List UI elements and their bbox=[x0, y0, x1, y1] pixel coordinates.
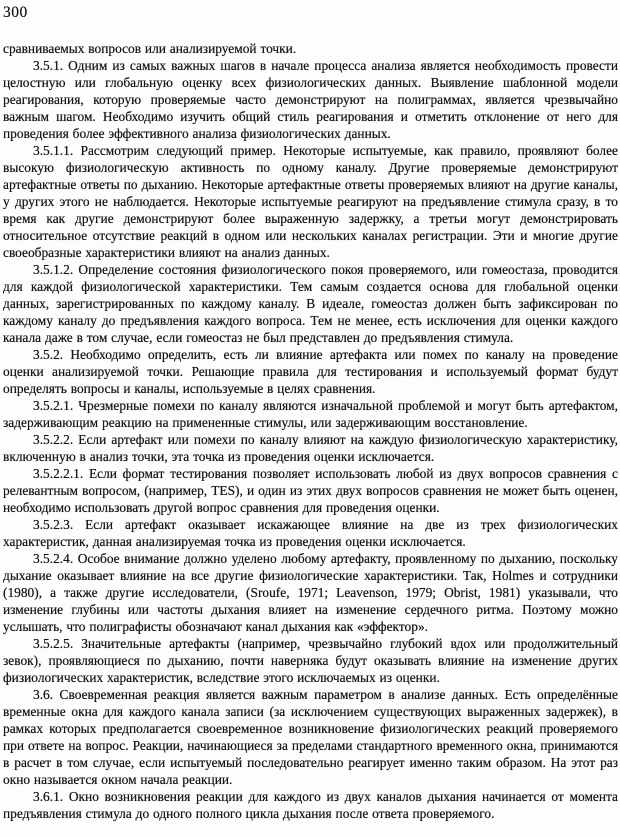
paragraph: 3.5.2. Необходимо определить, есть ли влияние артефакта или помех по каналу на проведение оценки анализируемой точки. Решающие правила для тестирования и используемый формат будут определять вопросы и каналы, используемые в целях сравнения. bbox=[3, 347, 618, 396]
page-body-text bbox=[3, 40, 618, 822]
paragraph: 3.5.1.1. Рассмотрим следующий пример. Некоторые испытуемые, как правило, проявляют более высокую физиологическую активность по одному каналу. Другие проверяемые демонстрируют артефактные ответы по дыханию. Некоторые артефактные ответы проверяемых влияют на другие каналы, у других этого не наблюдается. Некоторые испытуемые реагируют на предъявление стимула сразу, в то время как другие демонстрируют более выраженную задержку, а третьи могут демонстрировать относительное отсутствие реакций в одном или нескольких каналах регистрации. Эти и многие другие своеобразные характеристики влияют на анализ данных. bbox=[3, 143, 618, 260]
paragraph: 3.6.1. Окно возникновения реакции для каждого из двух каналов дыхания начинается от момента предъявления стимула до одного полного цикла дыхания после ответа проверяемого. bbox=[3, 789, 618, 821]
paragraph: 3.5.2.2. Если артефакт или помехи по каналу влияют на каждую физиологическую характеристику, включенную в анализ точки, эта точка из проведения оценки исключается. bbox=[3, 432, 618, 464]
paragraph: 3.5.1. Одним из самых важных шагов в начале процесса анализа является необходимость провести целостную или глобальную оценку всех физиологических данных. Выявление шаблонной модели реагирования, которую проверяемые часто демонстрируют на полиграммах, является чрезвычайно важным шагом. Необходимо изучить общий стиль реагирования и отметить отклонение от него для проведения более эффективного анализа физиологических данных. bbox=[3, 58, 618, 141]
paragraph: 3.5.2.1. Чрезмерные помехи по каналу являются изначальной проблемой и могут быть артефактом, задерживающим реакцию на примененные стимулы, или задерживающим восстановление. bbox=[3, 398, 618, 430]
paragraph: 3.6. Своевременная реакция является важным параметром в анализе данных. Есть определённые временные окна для каждого канала записи (за исключением существующих выраженных задержек), в рамках которых предполагается своевременное возникновение физиологических реакций проверяемого при ответе на вопрос. Реакции, начинающиеся за пределами стандартного временного окна, принимаются в расчет в том случае, если испытуемый последовательно реагирует именно таким образом. На этот раз окно называется окном начала реакции. bbox=[3, 687, 618, 787]
paragraph: 3.5.2.2.1. Если формат тестирования позволяет использовать любой из двух вопросов сравнения с релевантным вопросом, (например, TES), и один из этих двух вопросов сравнения не может быть оценен, необходимо использовать другой вопрос сравнения для проведения оценки. bbox=[3, 466, 618, 515]
paragraph: 3.5.2.4. Особое внимание должно уделено любому артефакту, проявленному по дыханию, поскольку дыхание оказывает влияние на все другие физиологические характеристики. Так, Holmes и сотрудники (1980), а также другие исследователи, (Sroufe, 1971; Leavenson, 1979; Obrist, 1981) указывали, что изменение глубины или частоты дыхания влияет на изменение сердечного ритма. Поэтому можно услышать, что полиграфисты обозначают канал дыхания как «эффектор». bbox=[3, 551, 618, 634]
paragraph: 3.5.2.3. Если артефакт оказывает искажающее влияние на две из трех физиологических характеристик, данная анализируемая точка из проведения оценки исключается. bbox=[3, 517, 618, 549]
paragraph: 3.5.1.2. Определение состояния физиологического покоя проверяемого, или гомеостаза, проводится для каждой физиологической характеристики. Тем самым создается основа для глобальной оценки данных, зарегистрированных по каждому каналу. В идеале, гомеостаз должен быть зафиксирован по каждому каналу до предъявления каждого вопроса. Тем не менее, есть исключения для оценки каждого канала даже в том случае, если гомеостаз не был представлен до предъявления стимула. bbox=[3, 262, 618, 345]
paragraph: 3.5.2.5. Значительные артефакты (например, чрезвычайно глубокий вдох или продолжительный зевок), проявляющиеся по дыханию, почти наверняка будут оказывать влияние на изменение других физиологических характеристик, вследствие этого исключаемых из оценки. bbox=[3, 636, 618, 685]
paragraph: сравниваемых вопросов или анализируемой точки. bbox=[3, 41, 297, 56]
page-number: 300 bbox=[3, 4, 28, 21]
